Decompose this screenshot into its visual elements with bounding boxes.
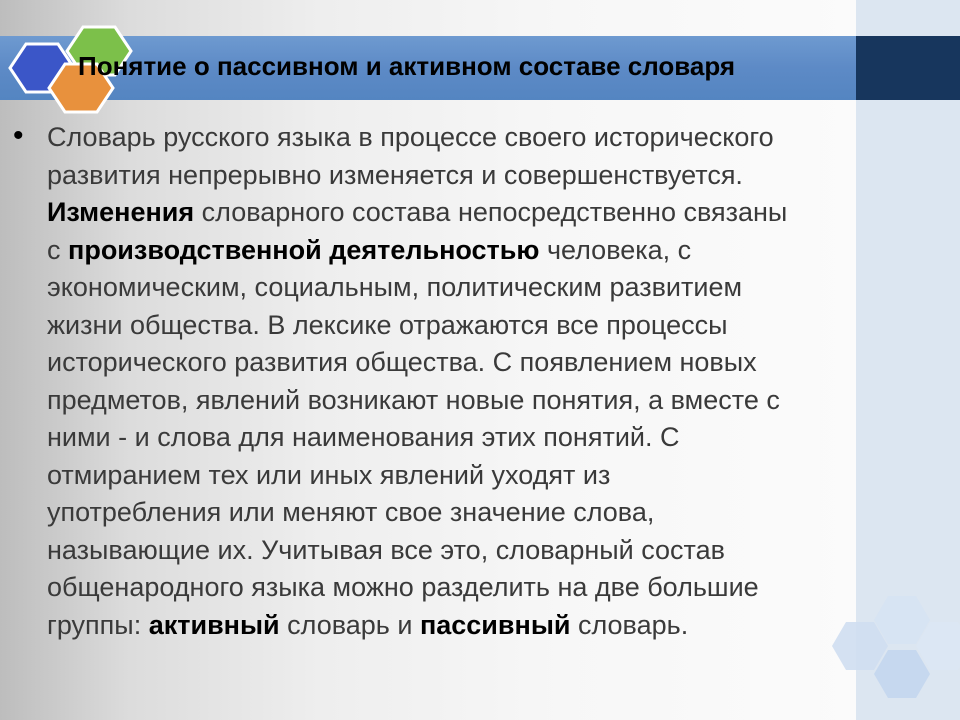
body-text-line bbox=[47, 457, 897, 495]
text-run: экономическим, социальным, политическим развитием bbox=[47, 272, 743, 302]
text-run: употребления или меняют свое значение слова, bbox=[47, 497, 655, 527]
text-run: с bbox=[47, 234, 69, 265]
text-run: отмиранием тех или иных явлений уходят из bbox=[47, 459, 611, 490]
text-run: человека, с bbox=[539, 234, 692, 265]
bold-term: производственной деятельностью bbox=[68, 234, 540, 265]
body-text-line bbox=[47, 307, 897, 345]
body-text-line bbox=[47, 232, 897, 270]
text-run: жизни общества. В лексике отражаются все процессы bbox=[47, 309, 728, 340]
body-text-line bbox=[47, 569, 897, 607]
text-run: Словарь русского языка в процессе своего исторического bbox=[47, 122, 774, 152]
text-run: общенародного языка можно разделить на две большие bbox=[47, 572, 759, 602]
body-text-line bbox=[47, 344, 897, 382]
text-run: словарь и bbox=[279, 609, 420, 640]
body-text-line bbox=[47, 269, 897, 307]
text-run: называющие их. Учитывая все это, словарный состав bbox=[47, 534, 725, 565]
text-run: словарь. bbox=[570, 609, 689, 640]
text-run: группы: bbox=[47, 609, 149, 640]
text-run: развития непрерывно изменяется и совершенствуется. bbox=[47, 159, 743, 190]
body-text-line bbox=[47, 157, 897, 195]
bold-term: активный bbox=[148, 609, 280, 640]
text-run: ними - и слова для наименования этих понятий. С bbox=[47, 422, 680, 452]
text-run: предметов, явлений возникают новые понятия, а вместе с bbox=[47, 384, 780, 415]
body-text-line bbox=[47, 494, 897, 532]
slide-title: Понятие о пассивном и активном составе словаря bbox=[78, 51, 736, 81]
body-text-line bbox=[47, 532, 897, 570]
text-run: словарного состава непосредственно связаны bbox=[194, 197, 788, 227]
bold-term: пассивный bbox=[419, 609, 571, 640]
bullet-text bbox=[47, 119, 897, 644]
body-text-line bbox=[47, 419, 897, 457]
body-text-line bbox=[47, 194, 897, 232]
body-text-line bbox=[47, 119, 897, 157]
bullet-marker: • bbox=[13, 119, 24, 152]
text-run: исторического развития общества. С появлением новых bbox=[47, 347, 757, 377]
bold-term: Изменения bbox=[47, 197, 195, 227]
body-text-line bbox=[47, 382, 897, 420]
body-text-line bbox=[47, 607, 897, 645]
